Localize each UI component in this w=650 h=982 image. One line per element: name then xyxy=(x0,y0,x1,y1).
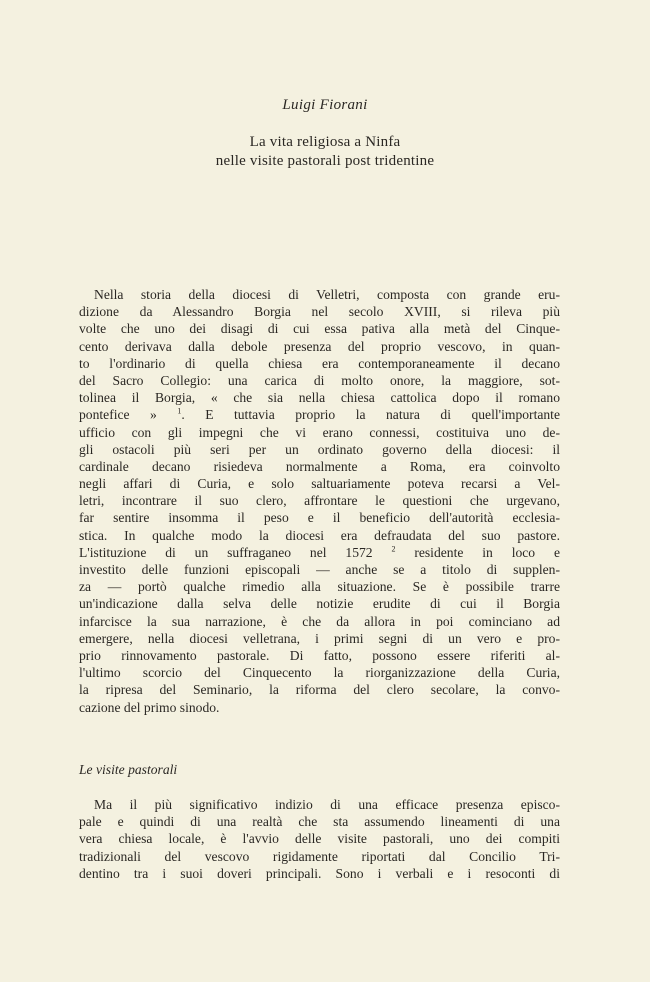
body-line: far sentire insomma il peso e il beneficio dell'autorità ecclesia- xyxy=(79,510,560,526)
author-name: Luigi Fiorani xyxy=(282,97,368,113)
body-line: del Sacro Collegio: una carica di molto onore, la maggiore, sot- xyxy=(79,372,560,388)
body-line: stica. In qualche modo la diocesi era defraudata del suo pastore. xyxy=(79,527,560,543)
title-line-2: nelle visite pastorali post tridentine xyxy=(215,153,435,169)
footnote-ref-2[interactable]: 2 xyxy=(391,544,396,554)
line-text: L'istituzione di un suffraganeo nel 1572 xyxy=(79,544,373,560)
body-line: to l'ordinario di quella chiesa era contemporaneamente il decano xyxy=(79,355,560,371)
body-line: cento derivava dalla debole presenza del proprio vescovo, in quan- xyxy=(79,338,560,354)
body-line: ufficio con gli impegni che vi erano connessi, costituiva uno de- xyxy=(79,424,560,440)
body-line: Nella storia della diocesi di Velletri, composta con grande eru- xyxy=(94,287,560,302)
body-line: vera chiesa locale, è l'avvio delle visite pastorali, uno dei compiti xyxy=(79,831,560,847)
title-line-1: La vita religiosa a Ninfa xyxy=(249,134,401,150)
body-line: cardinale decano risiedeva normalmente a Roma, era coinvolto xyxy=(79,458,560,474)
body-line: gli ostacoli più seri per un ordinato governo della diocesi: il xyxy=(79,441,560,457)
body-line: tradizionali del vescovo rigidamente riportati dal Concilio Tri- xyxy=(79,848,560,864)
line-text: residente in loco e xyxy=(395,544,561,560)
footnote-ref-1[interactable]: 1 xyxy=(177,406,182,416)
paragraph-2 xyxy=(79,796,560,882)
paragraph-1 xyxy=(79,286,560,716)
body-line: negli affari di Curia, e solo saltuariamente poteva recarsi a Vel- xyxy=(79,476,560,492)
body-line: la ripresa del Seminario, la riforma del clero secolare, la convo- xyxy=(79,682,560,698)
body-line: prio rinnovamento pastorale. Di fatto, possono essere riferiti al- xyxy=(79,647,560,663)
body-line: un'indicazione dalla selva delle notizie erudite di cui il Borgia xyxy=(79,596,560,612)
body-line: emergere, nella diocesi velletrana, i primi segni di un vero e pro- xyxy=(79,630,560,646)
body-line xyxy=(79,406,560,423)
body-line: dentino tra i suoi doveri principali. Sono i verbali e i resoconti di xyxy=(79,865,560,881)
body-line: cazione del primo sinodo. xyxy=(79,699,220,715)
body-line: za — portò qualche rimedio alla situazione. Se è possibile trarre xyxy=(79,579,560,595)
section-heading: Le visite pastorali xyxy=(79,762,178,777)
body-line: letri, incontrare il suo clero, affrontare le questioni che urgevano, xyxy=(79,493,560,509)
body-line: volte che uno dei disagi di cui essa pativa alla metà del Cinque- xyxy=(79,321,560,337)
body-line: dizione da Alessandro Borgia nel secolo XVIII, si rileva più xyxy=(79,304,560,320)
body-line: pale e quindi di una realtà che sta assumendo lineamenti di una xyxy=(79,814,560,830)
body-line: tolinea il Borgia, « che sia nella chiesa cattolica dopo il romano xyxy=(79,390,560,406)
body-line: infarcisce la sua narrazione, è che da allora in poi cominciano ad xyxy=(79,613,560,629)
body-line: investito delle funzioni episcopali — anche se a titolo di supplen- xyxy=(79,562,560,577)
article-title xyxy=(0,133,650,171)
body-line xyxy=(79,544,560,561)
line-text: pontefice » xyxy=(79,407,157,423)
line-text: . E tuttavia proprio la natura di quell'importante xyxy=(181,407,560,423)
body-line: l'ultimo scorcio del Cinquecento la riorganizzazione della Curia, xyxy=(79,665,560,681)
body-line: Ma il più significativo indizio di una efficace presenza episco- xyxy=(94,797,560,812)
